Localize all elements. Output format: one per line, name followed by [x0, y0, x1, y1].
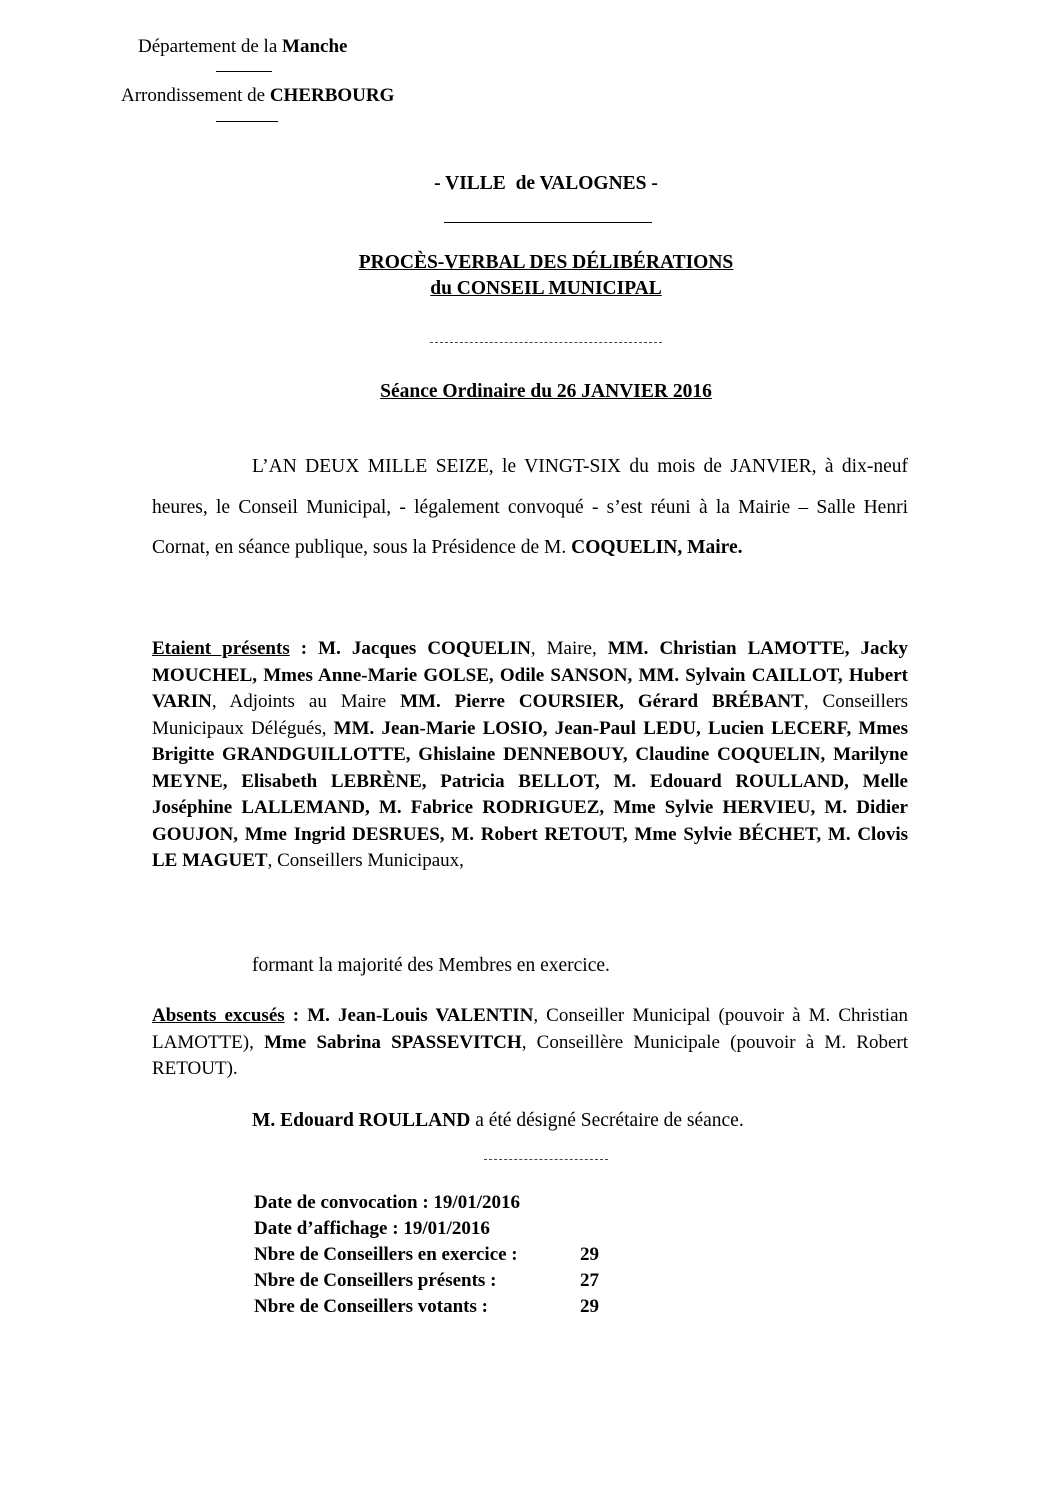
presents-conseillers-role: , Conseillers Municipaux,: [267, 850, 464, 871]
absent-1-detail: , Conseiller Municipal (pouvoir à M. Christian LAMOTTE),: [152, 1005, 909, 1053]
arrondissement-prefix: Arrondissement de: [121, 85, 270, 106]
proces-verbal-line-2: du CONSEIL MUNICIPAL: [430, 278, 662, 299]
secretaire-line: [252, 1110, 744, 1132]
info-label: Date d’affichage : 19/01/2016: [254, 1218, 490, 1239]
absent-2-detail: , Conseillère Municipale (pouvoir à M. Robert RETOUT).: [152, 1031, 909, 1079]
absent-1-name: M. Jean-Louis VALENTIN: [307, 1005, 534, 1026]
presents-maire-role: , Maire,: [530, 638, 608, 659]
seance-title: Séance Ordinaire du 26 JANVIER 2016: [380, 381, 712, 402]
ville-title: - VILLE de VALOGNES -: [434, 173, 658, 194]
info-row-presents: [254, 1268, 599, 1294]
departement-prefix: Département de la: [138, 36, 283, 57]
presents-delegues-role: , Conseillers Municipaux Délégués,: [152, 691, 909, 739]
info-row-votants: [254, 1294, 599, 1320]
info-value: 27: [580, 1270, 599, 1291]
intro-text: L’AN DEUX MILLE SEIZE, le VINGT-SIX du mois de JANVIER, à dix-neuf heures, le Conseil Municipal, - légalement convoqué - s’est réuni à la Mairie – Salle Henri Cornat, en séance publique, sous la Présidence de M.: [152, 456, 908, 558]
info-row-exercice: [254, 1242, 599, 1268]
info-label: Date de convocation : 19/01/2016: [254, 1192, 520, 1213]
presents-sep: :: [289, 638, 319, 659]
absents-sep: :: [284, 1005, 308, 1026]
proces-verbal-title: [300, 250, 792, 302]
proces-verbal-line-1: PROCÈS-VERBAL DES DÉLIBÉRATIONS: [358, 252, 734, 273]
info-row-affichage: [254, 1216, 520, 1242]
intro-paragraph: [152, 447, 908, 569]
arrondissement-name: CHERBOURG: [269, 85, 395, 106]
presents-adjoints-role: , Adjoints au Maire: [211, 691, 401, 712]
presents-block: [152, 636, 908, 875]
secretaire-name: M. Edouard ROULLAND: [252, 1110, 471, 1131]
majorite-line: formant la majorité des Membres en exercice.: [252, 955, 610, 976]
presents-delegues: MM. Pierre COURSIER, Gérard BRÉBANT: [400, 691, 804, 712]
info-block: [254, 1190, 599, 1320]
info-label: Nbre de Conseillers en exercice :: [254, 1244, 518, 1265]
info-value: 29: [580, 1296, 599, 1317]
arrondissement-line: [121, 85, 394, 107]
title-dashed-separator: [430, 342, 662, 343]
departement-line: [138, 36, 347, 58]
presents-conseillers: MM. Jean-Marie LOSIO, Jean-Paul LEDU, Lucien LECERF, Mmes Brigitte GRANDGUILLOTTE, Ghislaine DENNEBOUY, Claudine COQUELIN, Marilyne MEYNE, Elisabeth LEBRÈNE, Patricia BELLOT, M. Edouard ROULLAND, Melle Joséphine LALLEMAND, M. Fabrice RODRIGUEZ, Mme Sylvie HERVIEU, M. Didier GOUJON, Mme Ingrid DESRUES, M. Robert RETOUT, Mme Sylvie BÉCHET, M. Clovis LE MAGUET: [152, 717, 908, 871]
info-value: 29: [580, 1244, 599, 1265]
ville-underline: [444, 222, 652, 223]
footer-dashed-separator: [484, 1159, 608, 1160]
header-divider-1: [216, 71, 272, 72]
intro-president: COQUELIN, Maire.: [571, 537, 743, 558]
presents-maire: M. Jacques COQUELIN: [318, 638, 531, 659]
info-label: Nbre de Conseillers votants :: [254, 1296, 488, 1317]
info-label: Nbre de Conseillers présents :: [254, 1270, 497, 1291]
info-row-convocation: [254, 1190, 520, 1216]
absents-label: Absents excusés: [152, 1005, 285, 1026]
header-divider-2: [216, 121, 278, 122]
absents-block: [152, 1003, 908, 1083]
presents-adjoints: MM. Christian LAMOTTE, Jacky MOUCHEL, Mmes Anne-Marie GOLSE, Odile SANSON, MM. Sylvain CAILLOT, Hubert VARIN: [152, 638, 909, 712]
absent-2-name: Mme Sabrina SPASSEVITCH: [264, 1031, 522, 1053]
secretaire-text: a été désigné Secrétaire de séance.: [470, 1110, 744, 1131]
departement-name: Manche: [282, 36, 348, 57]
presents-label: Etaient présents: [152, 638, 290, 659]
